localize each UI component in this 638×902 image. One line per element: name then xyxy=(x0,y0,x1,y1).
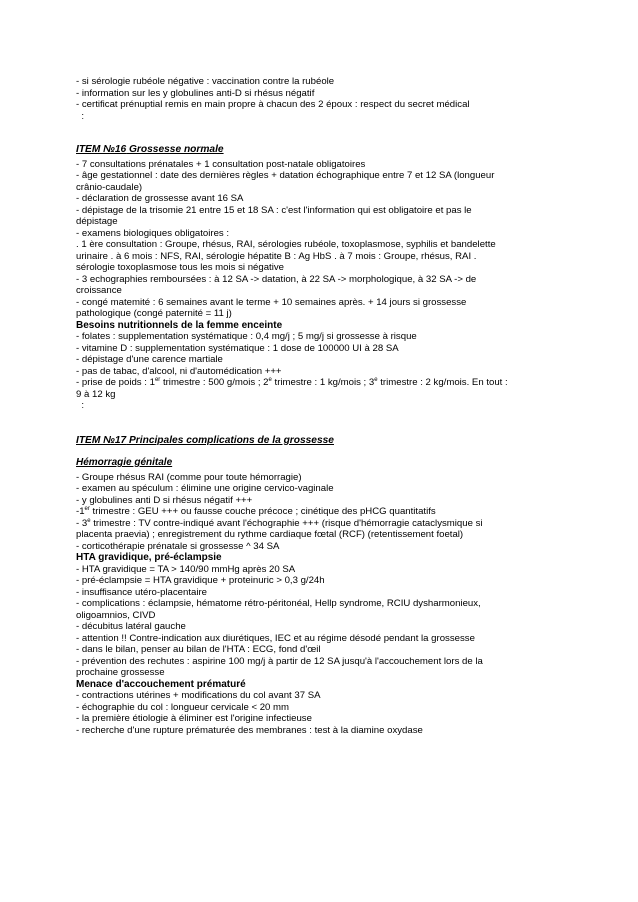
text-line: - vitamine D : supplementation systématique : 1 dose de 100000 UI à 28 SA xyxy=(76,342,399,354)
text-line: : xyxy=(76,400,85,411)
text-line: pathologique (congé paternité = 11 j) xyxy=(76,308,232,319)
text-line: - HTA gravidique = TA > 140/90 mmHg après 20 SA xyxy=(76,563,296,575)
text-line: prochaine grossesse xyxy=(76,667,165,678)
text-line: - 7 consultations prénatales + 1 consultation post-natale obligatoires xyxy=(76,158,366,170)
item-17-heading: Principales complications de la grossesse xyxy=(126,434,334,446)
nutrition-heading: Besoins nutritionnels de la femme enceinte xyxy=(76,319,283,331)
text-line: . 1 ère consultation : Groupe, rhésus, RAI, sérologies rubéole, toxoplasmose, syphilis et bandelette xyxy=(76,239,496,250)
text-line: - 3 echographies remboursées : à 12 SA -> datation, à 22 SA -> morphologique, à 32 SA -> de xyxy=(76,273,477,285)
text-line: - certificat prénuptial remis en main propre à chacun des 2 époux : respect du secret médical xyxy=(76,99,470,110)
text-line: - dépistage de la trisomie 21 entre 15 et 18 SA : c'est l'information qui est obligatoire et pas le xyxy=(76,204,472,216)
text-line: - échographie du col : longueur cervicale < 20 mm xyxy=(76,701,290,713)
text-line: - âge gestationnel : date des dernières règles + datation échographique entre 7 et 12 SA (longueur xyxy=(76,170,495,181)
third-trimester-line: - 3e trimestre : TV contre-indiqué avant l'échographie +++ (risque d'hémorragie cataclysmique si xyxy=(76,517,483,529)
text-line: - folates : supplementation systématique : 0,4 mg/j ; 5 mg/j si grossesse à risque xyxy=(76,331,417,342)
item-16-section xyxy=(76,144,576,412)
text-line: - insuffisance utéro-placentaire xyxy=(76,586,208,598)
text-line: sérologie toxoplasmose tous les mois si négative xyxy=(76,262,284,273)
text-line: - décubitus latéral gauche xyxy=(76,621,186,632)
item-17-title xyxy=(76,435,576,447)
text-line: dépistage xyxy=(76,216,118,227)
text-line: - information sur les y globulines anti-D si rhésus négatif xyxy=(76,87,315,99)
text-line: 9 à 12 kg xyxy=(76,388,116,400)
item-16-title xyxy=(76,144,576,156)
text-line: - attention !! Contre-indication aux diurétiques, IEC et au régime désodé pendant la grossesse xyxy=(76,632,475,644)
text-line: - pas de tabac, d'alcool, ni d'automédication +++ xyxy=(76,365,282,377)
text-line: - la première étiologie à éliminer est l'origine infectieuse xyxy=(76,713,312,724)
text-line: - examen au spéculum : élimine une origine cervico-vaginale xyxy=(76,483,334,494)
text-line: - pré-éclampsie = HTA gravidique + proteinuric > 0,3 g/24h xyxy=(76,575,325,586)
text-line: crânio-caudale) xyxy=(76,181,143,193)
weight-gain-line: - prise de poids : 1er trimestre : 500 g/mois ; 2e trimestre : 1 kg/mois ; 3e trimestre : 2 kg/mois. En tout : xyxy=(76,376,508,388)
text-line: - Groupe rhésus RAI (comme pour toute hémorragie) xyxy=(76,471,302,483)
text-line: oligoamnios, CIVD xyxy=(76,609,156,621)
text-line: - prévention des rechutes : aspirine 100 mg/j à partir de 12 SA jusqu'à l'accouchement lors de la xyxy=(76,655,483,667)
intro-section xyxy=(76,76,576,122)
premature-labor-heading: Menace d'accouchement prématuré xyxy=(76,678,246,690)
text-line: - y globulines anti D si rhésus négatif +++ xyxy=(76,494,253,506)
hemorrhage-heading: Hémorragie génitale xyxy=(76,457,173,468)
first-trimester-line: -1er trimestre : GEU +++ ou fausse couche précoce ; cinétique des pHCG quantitatifs xyxy=(76,505,436,517)
text-line: - complications : éclampsie, hématome rétro-péritonéal, Hellp syndrome, RCIU dysharmonieux, xyxy=(76,598,481,609)
document-page xyxy=(76,76,576,736)
text-line: - si sérologie rubéole négative : vaccination contre la rubéole xyxy=(76,76,335,87)
text-line: placenta praevia) ; enregistrement du rythme cardiaque fœtal (RCF) (retentissement foetal) xyxy=(76,529,464,540)
text-line: - contractions utérines + modifications du col avant 37 SA xyxy=(76,690,321,701)
text-line: - corticothérapie prénatale si grossesse ^ 34 SA xyxy=(76,540,280,552)
hta-heading: HTA gravidique, pré-éclampsie xyxy=(76,552,222,563)
text-line: urinaire . à 6 mois : NFS, RAI, sérologie hépatite B : Ag HbS . à 7 mois : Groupe, rhésus, RAI . xyxy=(76,250,477,262)
item-17-number: ITEM №17 xyxy=(76,434,127,446)
item-16-heading: Grossesse normale xyxy=(126,144,224,155)
item-16-number: ITEM №16 xyxy=(76,144,127,155)
text-line: - recherche d'une rupture prématurée des membranes : test à la diamine oxydase xyxy=(76,724,423,736)
text-line: : xyxy=(76,110,85,122)
item-17-section xyxy=(76,435,576,737)
text-line: - déclaration de grossesse avant 16 SA xyxy=(76,193,244,204)
text-line: croissance xyxy=(76,285,122,296)
text-line: - dépistage d'une carence martiale xyxy=(76,354,223,365)
text-line: - dans le bilan, penser au bilan de l'HTA : ECG, fond d'œil xyxy=(76,644,321,655)
text-line: - congé matemité : 6 semaines avant le terme + 10 semaines après. + 14 jours si grossesse xyxy=(76,296,467,308)
text-line: - examens biologiques obligatoires : xyxy=(76,227,230,239)
